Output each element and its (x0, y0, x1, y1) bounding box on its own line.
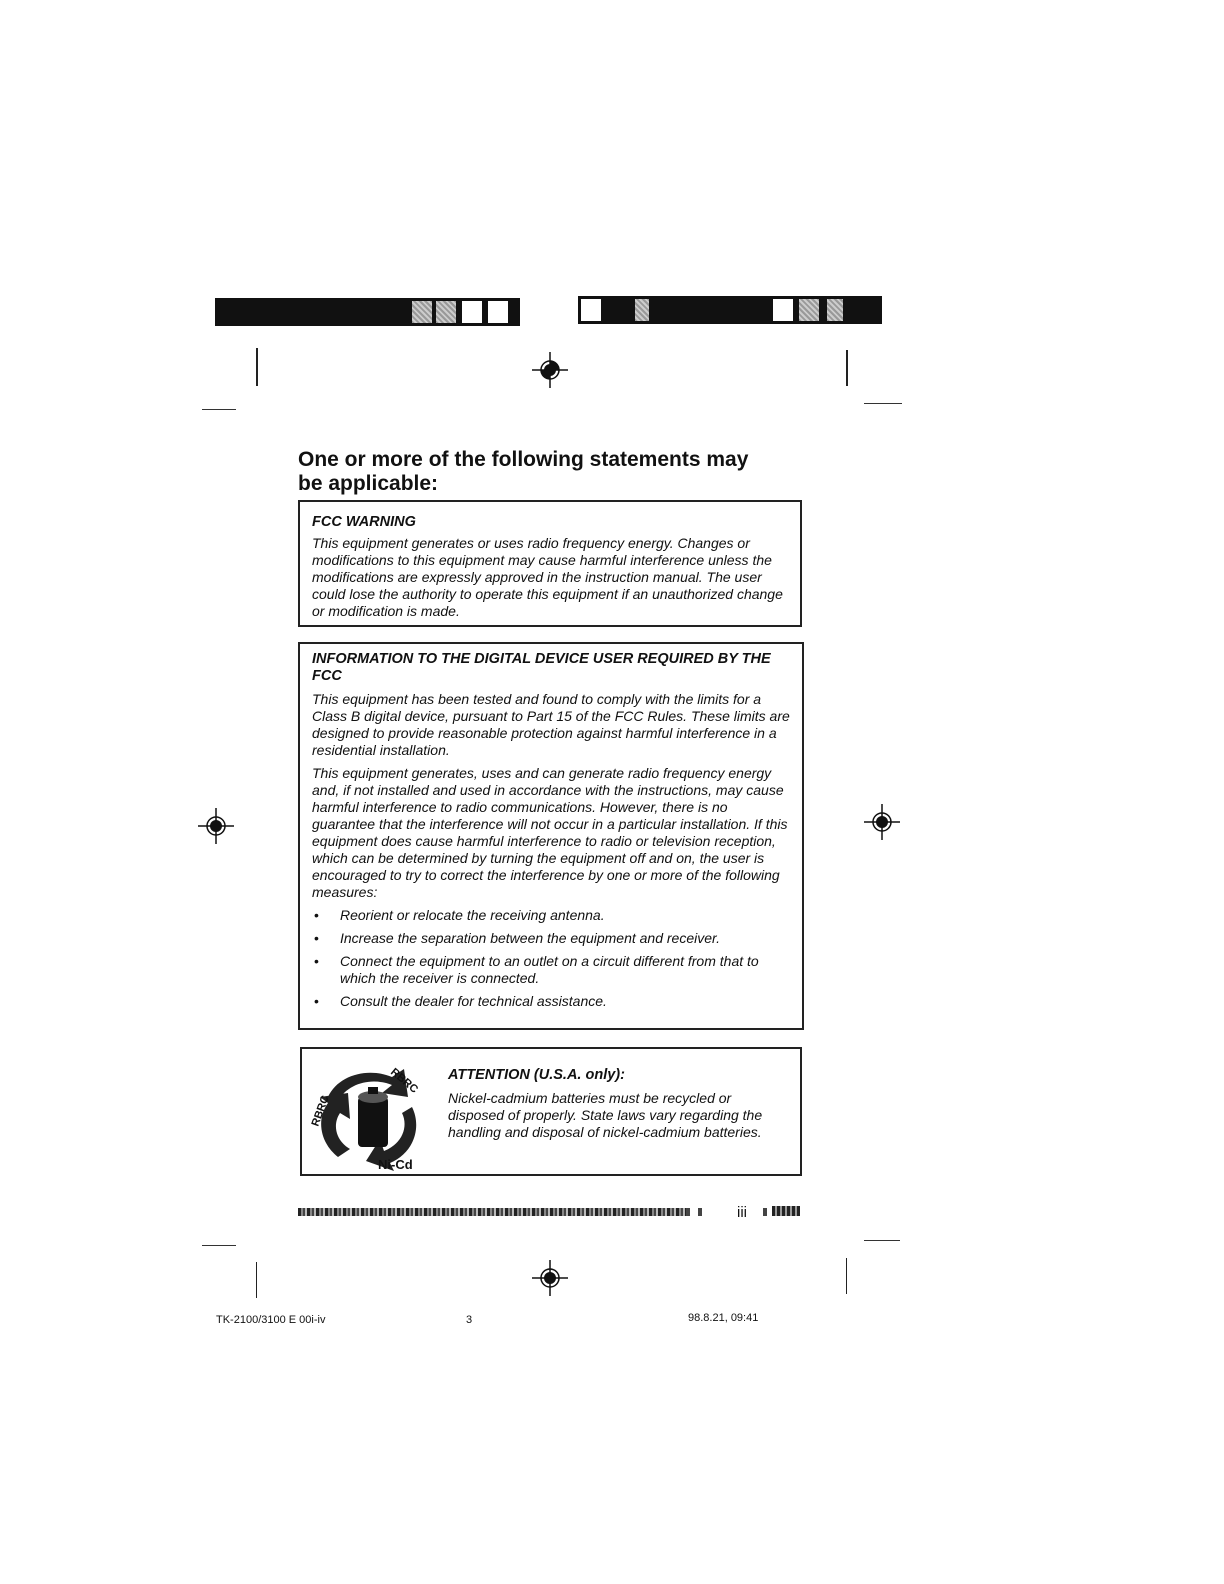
strip-mark (698, 1208, 702, 1216)
bottom-registration-strip (298, 1208, 688, 1216)
footer-sheet-number: 3 (466, 1314, 473, 1326)
footer-timestamp: 98.8.21, 09:41 (688, 1312, 759, 1324)
list-item: • Increase the separation between the equipment and receiver. (312, 930, 790, 947)
white-cell (580, 298, 602, 322)
fcc-warning-title: FCC WARNING (312, 514, 416, 530)
list-item: • Consult the dealer for technical assistance. (312, 993, 790, 1010)
top-left-registration-bar (215, 298, 520, 326)
white-cell (487, 300, 509, 324)
crop-mark (202, 1245, 236, 1246)
list-item: • Reorient or relocate the receiving antenna. (312, 907, 790, 924)
gray-cell (634, 298, 650, 322)
digital-device-paragraph: This equipment generates, uses and can generate radio frequency energy and, if not installed and used in accordance with the instructions, may cause harmful interference to radio communications. However, there is no guarantee that the interference will not occur in a particular installation. If this equipment does cause harmful interference to radio or television reception, which can be determined by turning the equipment off and on, the user is encouraged to try to correct the interference by one or more of the following measures: (312, 765, 788, 900)
registration-target-icon (864, 804, 900, 840)
logo-label-top: RBRC (388, 1066, 421, 1096)
strip-mark (763, 1208, 767, 1216)
crop-mark (202, 409, 236, 410)
measures-list (312, 907, 790, 1010)
page-number: iii (737, 1204, 747, 1221)
crop-mark (846, 1258, 847, 1294)
strip-mark (772, 1206, 800, 1216)
registration-target-icon (198, 808, 234, 844)
strip-mark (686, 1208, 690, 1216)
crop-mark (256, 348, 258, 386)
digital-device-paragraph: This equipment has been tested and found to comply with the limits for a Class B digital device, pursuant to Part 15 of the FCC Rules. These limits are designed to provide reasonable protection against harmful interference in a residential installation. (312, 691, 790, 758)
crop-mark (864, 1240, 900, 1241)
logo-label-side: RBRC (309, 1094, 332, 1129)
registration-target-icon (532, 1260, 568, 1296)
crop-mark (846, 350, 848, 386)
registration-target-icon (532, 352, 568, 388)
gray-cell (411, 300, 433, 324)
fcc-warning-text: This equipment generates or uses radio frequency energy. Changes or modifications to this equipment may cause harmful interference unless the modifications are expressly approved in the instruction manual. The user could lose the authority to operate this equipment if an unauthorized change or modification is made. (312, 535, 783, 619)
attention-text: Nickel-cadmium batteries must be recycled or disposed of properly. State laws vary regarding the handling and disposal of nickel-cadmium batteries. (448, 1090, 763, 1140)
white-cell (772, 298, 794, 322)
white-cell (461, 300, 483, 324)
digital-device-box (298, 642, 804, 1030)
page-heading: One or more of the following statements may be applicable: (298, 448, 749, 495)
crop-mark (256, 1262, 257, 1298)
logo-label-bottom: Ni-Cd (378, 1157, 413, 1172)
attention-content (448, 1067, 788, 1147)
list-item: • Connect the equipment to an outlet on a circuit different from that to which the receiver is connected. (312, 953, 790, 987)
fcc-warning-box (298, 500, 802, 627)
rbrc-recycling-logo (308, 1057, 434, 1173)
top-right-registration-bar (578, 296, 882, 324)
attention-title: ATTENTION (U.S.A. only): (448, 1067, 625, 1083)
gray-cell (826, 298, 844, 322)
gray-cell (798, 298, 820, 322)
footer-file-name: TK-2100/3100 E 00i-iv (216, 1314, 326, 1326)
attention-box (300, 1047, 802, 1176)
digital-device-title: INFORMATION TO THE DIGITAL DEVICE USER REQUIRED BY THE FCC (312, 651, 771, 684)
gray-cell (435, 300, 457, 324)
crop-mark (864, 403, 902, 404)
